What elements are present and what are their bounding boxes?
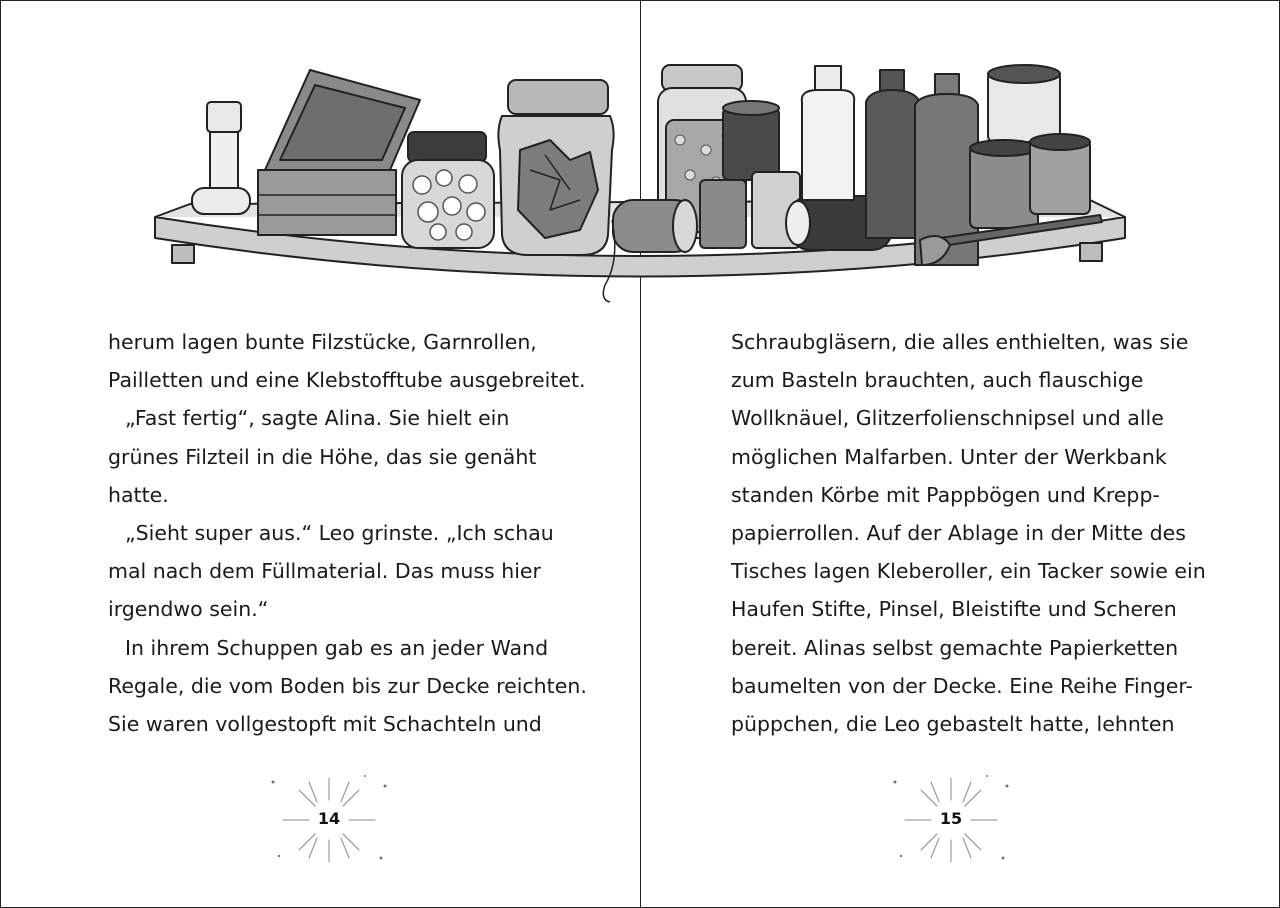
left-page-text — [108, 323, 587, 743]
text-line: grünes Filzteil in die Höhe, das sie genäht — [108, 444, 537, 469]
text-line: baumelten von der Decke. Eine Reihe Finger- — [731, 673, 1193, 698]
text-line: hatte. — [108, 482, 169, 507]
text-line: zum Basteln brauchten, auch flauschige — [731, 368, 1144, 393]
text-line: Wollknäuel, Glitzerfolienschnipsel und alle — [731, 406, 1164, 431]
text-line: standen Körbe mit Pappbögen und Krepp- — [731, 482, 1160, 507]
text-line: mal nach dem Füllmaterial. Das muss hier — [108, 559, 541, 584]
text-line: In ihrem Schuppen gab es an jeder Wand — [125, 635, 549, 660]
paint-can-icon — [970, 65, 1090, 228]
text-line: Schraubgläsern, die alles enthielten, was sie — [731, 330, 1189, 354]
page-number: 15 — [939, 809, 963, 828]
shaker-icon — [192, 102, 250, 214]
jar-cotton-icon — [402, 132, 494, 248]
page-number-left — [265, 770, 393, 870]
text-line: „Sieht super aus.“ Leo grinste. „Ich schau — [125, 521, 554, 546]
text-line: Regale, die vom Boden bis zur Decke reichten. — [108, 673, 587, 698]
text-line: Haufen Stifte, Pinsel, Bleistifte und Scheren — [731, 597, 1177, 622]
page-number-right — [887, 770, 1015, 870]
text-line: bereit. Alinas selbst gemachte Papierketten — [731, 635, 1179, 660]
craft-shelf-illustration — [150, 60, 1130, 305]
page-number: 14 — [317, 809, 341, 828]
text-line: Sie waren vollgestopft mit Schachteln und — [108, 712, 542, 737]
text-line: möglichen Malfarben. Unter der Werkbank — [731, 444, 1167, 469]
text-line: papierrollen. Auf der Ablage in der Mitte des — [731, 521, 1186, 546]
text-line: „Fast fertig“, sagte Alina. Sie hielt ein — [125, 406, 510, 431]
jar-paper-icon — [498, 80, 613, 255]
text-line: Pailletten und eine Klebstofftube ausgebreitet. — [108, 368, 586, 393]
text-line: herum lagen bunte Filzstücke, Garnrollen, — [108, 330, 537, 354]
egg-box-icon — [258, 70, 420, 235]
text-line: irgendwo sein.“ — [108, 597, 269, 622]
bottle-white-icon — [802, 66, 854, 200]
text-line: Tisches lagen Kleberoller, ein Tacker sowie ein — [731, 559, 1206, 584]
right-page-text — [731, 323, 1206, 743]
text-line: püppchen, die Leo gebastelt hatte, lehnten — [731, 712, 1175, 737]
